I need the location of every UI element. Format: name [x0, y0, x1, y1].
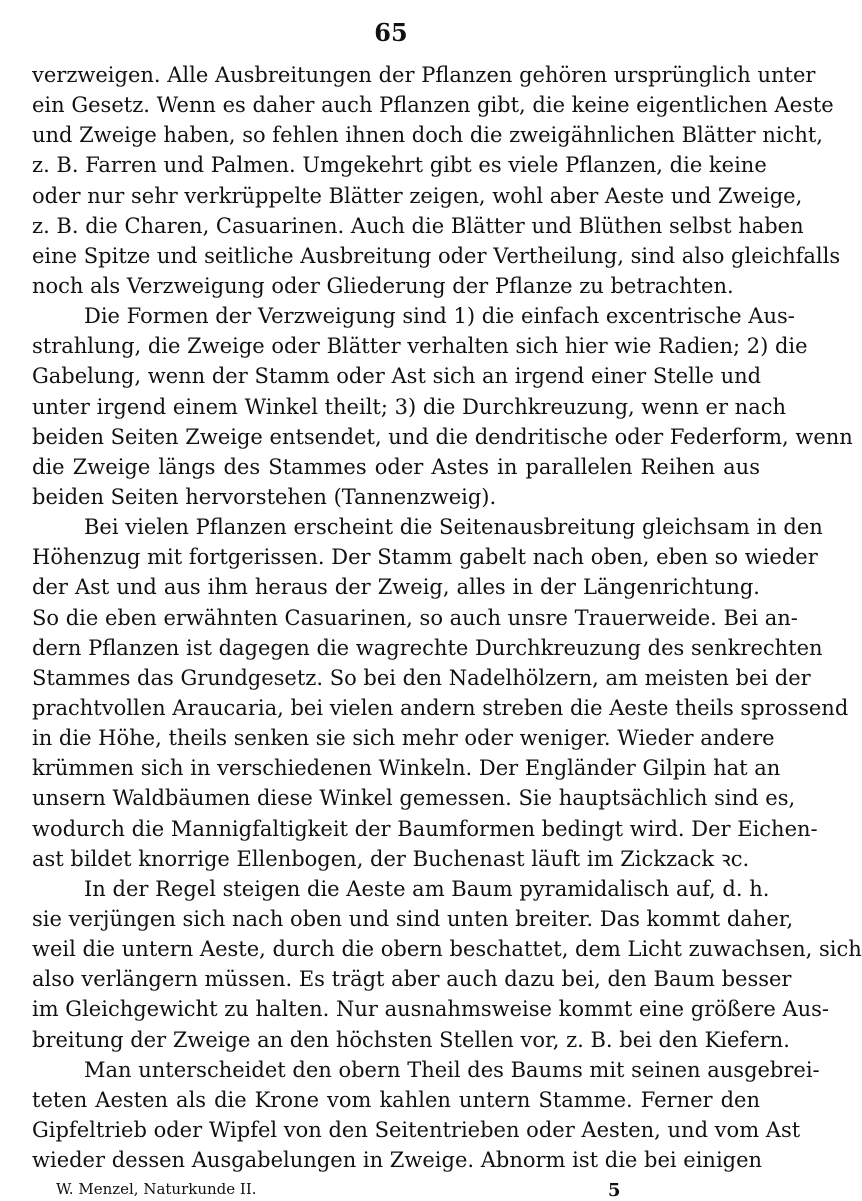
text-line: teten Aesten als die Krone vom kahlen untern Stamme. Ferner den	[32, 1087, 760, 1112]
paragraph	[32, 874, 862, 1055]
text-line: z. B. die Charen, Casuarinen. Auch die Blätter und Blüthen selbst haben	[32, 213, 804, 238]
text-line: krümmen sich in verschiedenen Winkeln. Der Engländer Gilpin hat an	[32, 756, 781, 781]
text-line: Gabelung, wenn der Stamm oder Ast sich an irgend einer Stelle und	[32, 364, 762, 389]
text-line: und Zweige haben, so fehlen ihnen doch die zweigähnlichen Blätter nicht,	[32, 123, 823, 148]
text-line: also verlängern müssen. Es trägt aber auch dazu bei, den Baum besser	[32, 967, 792, 992]
paragraph	[32, 60, 841, 301]
text-line: Gipfeltrieb oder Wipfel von den Seitentrieben oder Aesten, und vom Ast	[32, 1117, 801, 1142]
body-text	[32, 60, 862, 1175]
text-line: Höhenzug mit fortgerissen. Der Stamm gabelt nach oben, eben so wieder	[32, 545, 818, 570]
text-line: wodurch die Mannigfaltigkeit der Baumformen bedingt wird. Der Eichen-	[32, 816, 818, 841]
text-line: verzweigen. Alle Ausbreitungen der Pflanzen gehören ursprünglich unter	[32, 63, 816, 87]
text-line: sie verjüngen sich nach oben und sind unten breiter. Das kommt daher,	[32, 906, 794, 931]
text-line: strahlung, die Zweige oder Blätter verhalten sich hier wie Radien; 2) die	[32, 334, 808, 359]
text-line: prachtvollen Araucaria, bei vielen andern streben die Aeste theils sprossend	[32, 695, 849, 720]
text-line: eine Spitze und seitliche Ausbreitung oder Vertheilung, sind also gleichfalls	[32, 243, 841, 268]
paragraph	[32, 1055, 820, 1176]
text-line: dern Pflanzen ist dagegen die wagrechte Durchkreuzung des senkrechten	[32, 635, 823, 660]
text-line: ein Gesetz. Wenn es daher auch Pflanzen gibt, die keine eigentlichen Aeste	[32, 93, 834, 118]
text-line: der Ast und aus ihm heraus der Zweig, alles in der Längenrichtung.	[32, 575, 760, 600]
text-line: So die eben erwähnten Casuarinen, so auch unsre Trauerweide. Bei an-	[32, 605, 798, 630]
page-number: 65	[374, 18, 408, 47]
text-line: Bei vielen Pflanzen erscheint die Seitenausbreitung gleichsam in den	[84, 515, 823, 540]
text-line: beiden Seiten hervorstehen (Tannenzweig).	[32, 484, 497, 509]
footer-sheet-number: 5	[608, 1180, 621, 1201]
text-line: z. B. Farren und Palmen. Umgekehrt gibt es viele Pflanzen, die keine	[32, 153, 767, 178]
text-line: im Gleichgewicht zu halten. Nur ausnahmsweise kommt eine größere Aus-	[32, 997, 830, 1022]
text-line: noch als Verzweigung oder Gliederung der Pflanze zu betrachten.	[32, 273, 734, 298]
text-line: unsern Waldbäumen diese Winkel gemessen. Sie hauptsächlich sind es,	[32, 786, 796, 811]
text-line: ast bildet knorrige Ellenbogen, der Buchenast läuft im Zickzack ꝛc.	[32, 846, 750, 871]
text-line: in die Höhe, theils senken sie sich mehr oder weniger. Wieder andere	[32, 726, 775, 751]
text-line: In der Regel steigen die Aeste am Baum pyramidalisch auf, d. h.	[84, 876, 770, 901]
text-line: breitung der Zweige an den höchsten Stellen vor, z. B. bei den Kiefern.	[32, 1027, 790, 1052]
text-line: unter irgend einem Winkel theilt; 3) die Durchkreuzung, wenn er nach	[32, 394, 787, 419]
paragraph	[32, 512, 849, 874]
footer-signature: W. Menzel, Naturkunde II.	[56, 1180, 257, 1198]
text-line: Man unterscheidet den obern Theil des Baums mit seinen ausgebrei-	[84, 1057, 820, 1082]
text-line: wieder dessen Ausgabelungen in Zweige. Abnorm ist die bei einigen	[32, 1148, 763, 1173]
page-footer	[0, 1180, 782, 1200]
text-line: beiden Seiten Zweige entsendet, und die dendritische oder Federform, wenn	[32, 424, 853, 449]
paragraph	[32, 301, 853, 512]
text-line: die Zweige längs des Stammes oder Astes in parallelen Reihen aus	[32, 454, 760, 479]
text-line: Stammes das Grundgesetz. So bei den Nadelhölzern, am meisten bei der	[32, 665, 811, 690]
text-line: weil die untern Aeste, durch die obern beschattet, dem Licht zuwachsen, sich	[32, 937, 862, 962]
text-line: Die Formen der Verzweigung sind 1) die einfach excentrische Aus-	[84, 304, 795, 329]
text-line: oder nur sehr verkrüppelte Blätter zeigen, wohl aber Aeste und Zweige,	[32, 183, 803, 208]
